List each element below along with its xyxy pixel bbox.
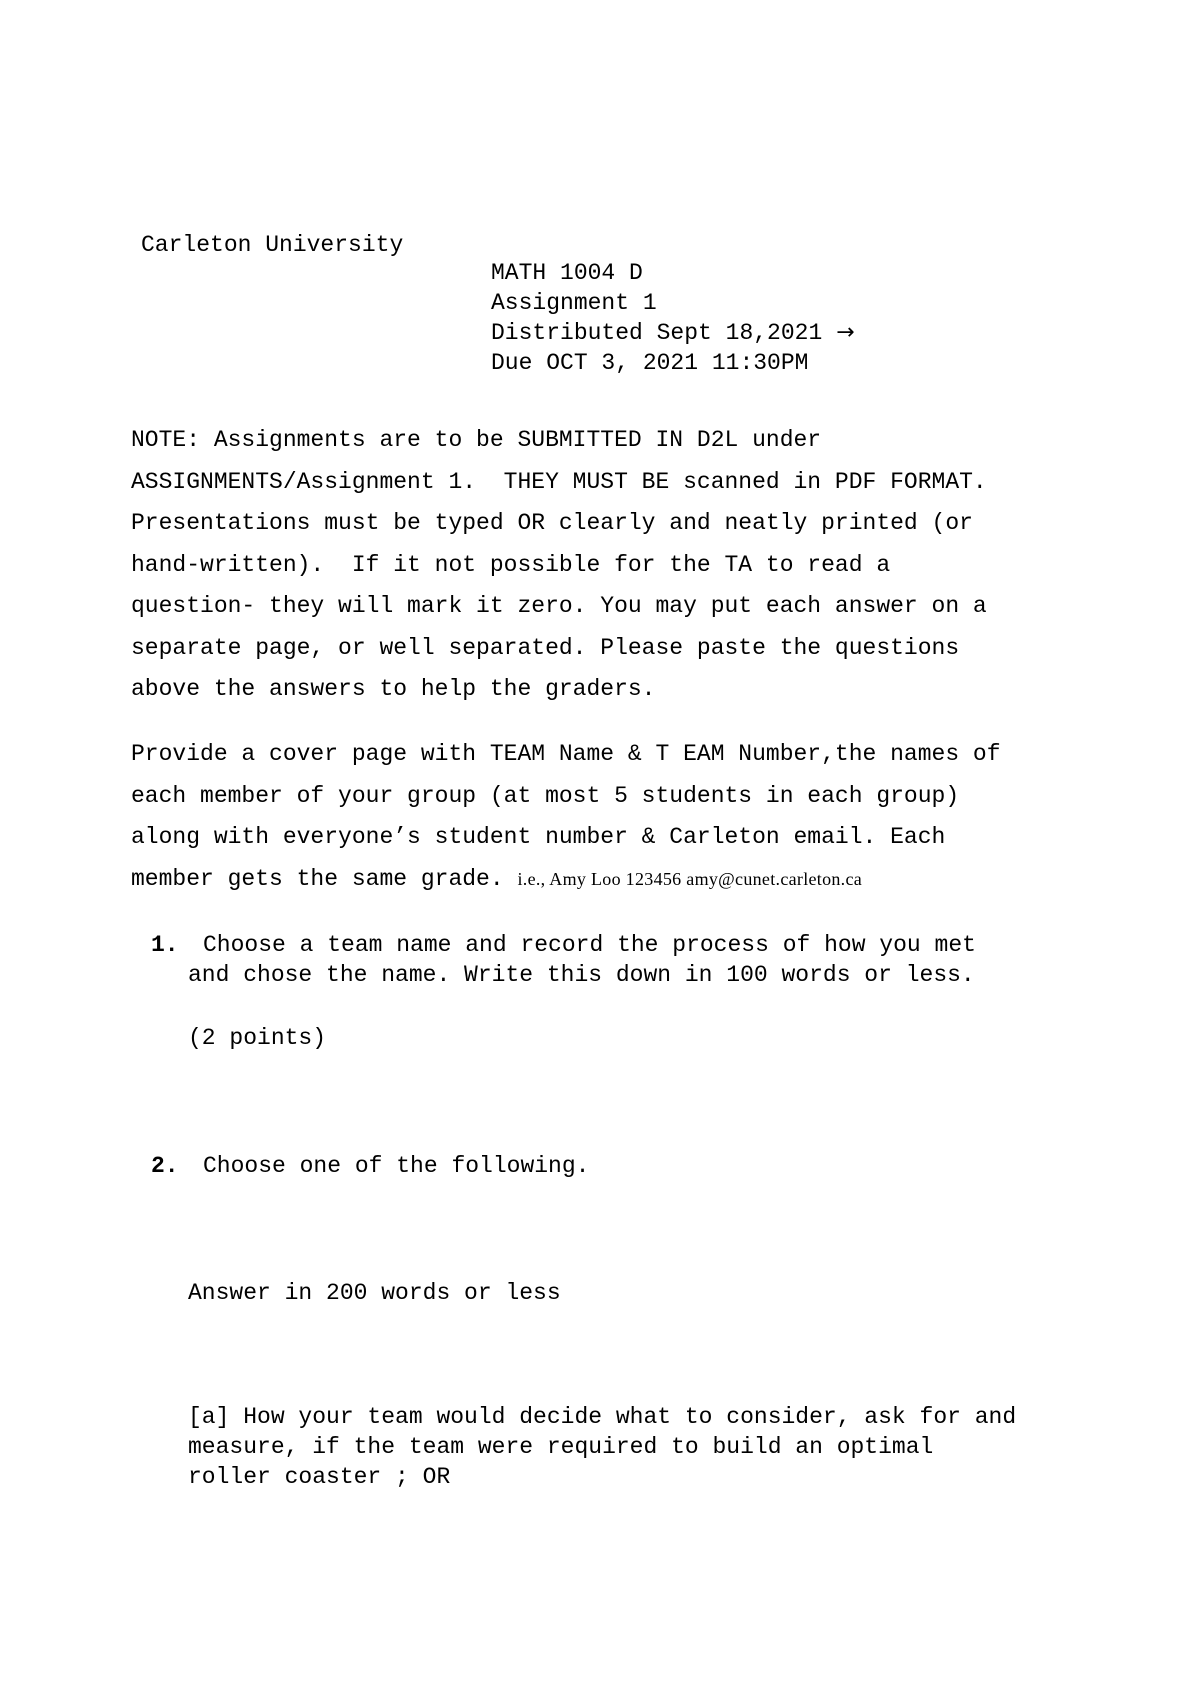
note-line: Presentations must be typed OR clearly and neatly printed (or (131, 510, 973, 536)
cover-line: Provide a cover page with TEAM Name & T EAM Number,the names of (131, 741, 1001, 767)
note-line: above the answers to help the graders. (131, 676, 656, 702)
question-2-instruction: Answer in 200 words or less (188, 1280, 561, 1306)
option-a-line: [a] How your team would decide what to consider, ask for and (188, 1404, 1017, 1430)
example-contact: i.e., Amy Loo 123456 amy@cunet.carleton.ca (517, 868, 863, 889)
option-a-line: roller coaster ; OR (188, 1464, 451, 1490)
note-line: hand-written). If it not possible for the TA to read a (131, 551, 891, 578)
distributed-date-text: Distributed Sept 18,2021 (491, 320, 823, 346)
question-1-line: Choose a team name and record the process of how you met (203, 932, 976, 958)
distributed-date (491, 318, 855, 348)
note-line: question- they will mark it zero. You may put each answer on a (131, 593, 987, 619)
cover-paragraph (131, 734, 1091, 900)
note-line: ASSIGNMENTS/Assignment 1. THEY MUST BE scanned in PDF FORMAT. (131, 468, 987, 495)
assignment-title: Assignment 1 (491, 290, 657, 316)
cover-line: each member of your group (at most 5 students in each group) (131, 782, 960, 809)
question-1-number: 1. (151, 932, 179, 958)
cover-line-text: member gets the same grade. (131, 865, 504, 892)
university-name: Carleton University (141, 232, 404, 258)
question-2-number: 2. (151, 1153, 179, 1179)
question-1-line: and chose the name. Write this down in 100 words or less. (188, 962, 975, 988)
option-a-line: measure, if the team were required to build an optimal (188, 1434, 934, 1460)
due-date: Due OCT 3, 2021 11:30PM (491, 350, 809, 376)
course-code: MATH 1004 D (491, 260, 643, 286)
cover-line (131, 859, 1091, 901)
note-line: separate page, or well separated. Please paste the questions (131, 634, 960, 661)
arrow-right-icon: → (836, 320, 855, 345)
note-line: NOTE: Assignments are to be SUBMITTED IN D2L under (131, 427, 822, 453)
cover-line: along with everyone’s student number & Carleton email. Each (131, 824, 946, 850)
question-2-line: Choose one of the following. (203, 1153, 590, 1179)
note-paragraph (131, 420, 1091, 711)
question-1-points: (2 points) (188, 1025, 327, 1051)
